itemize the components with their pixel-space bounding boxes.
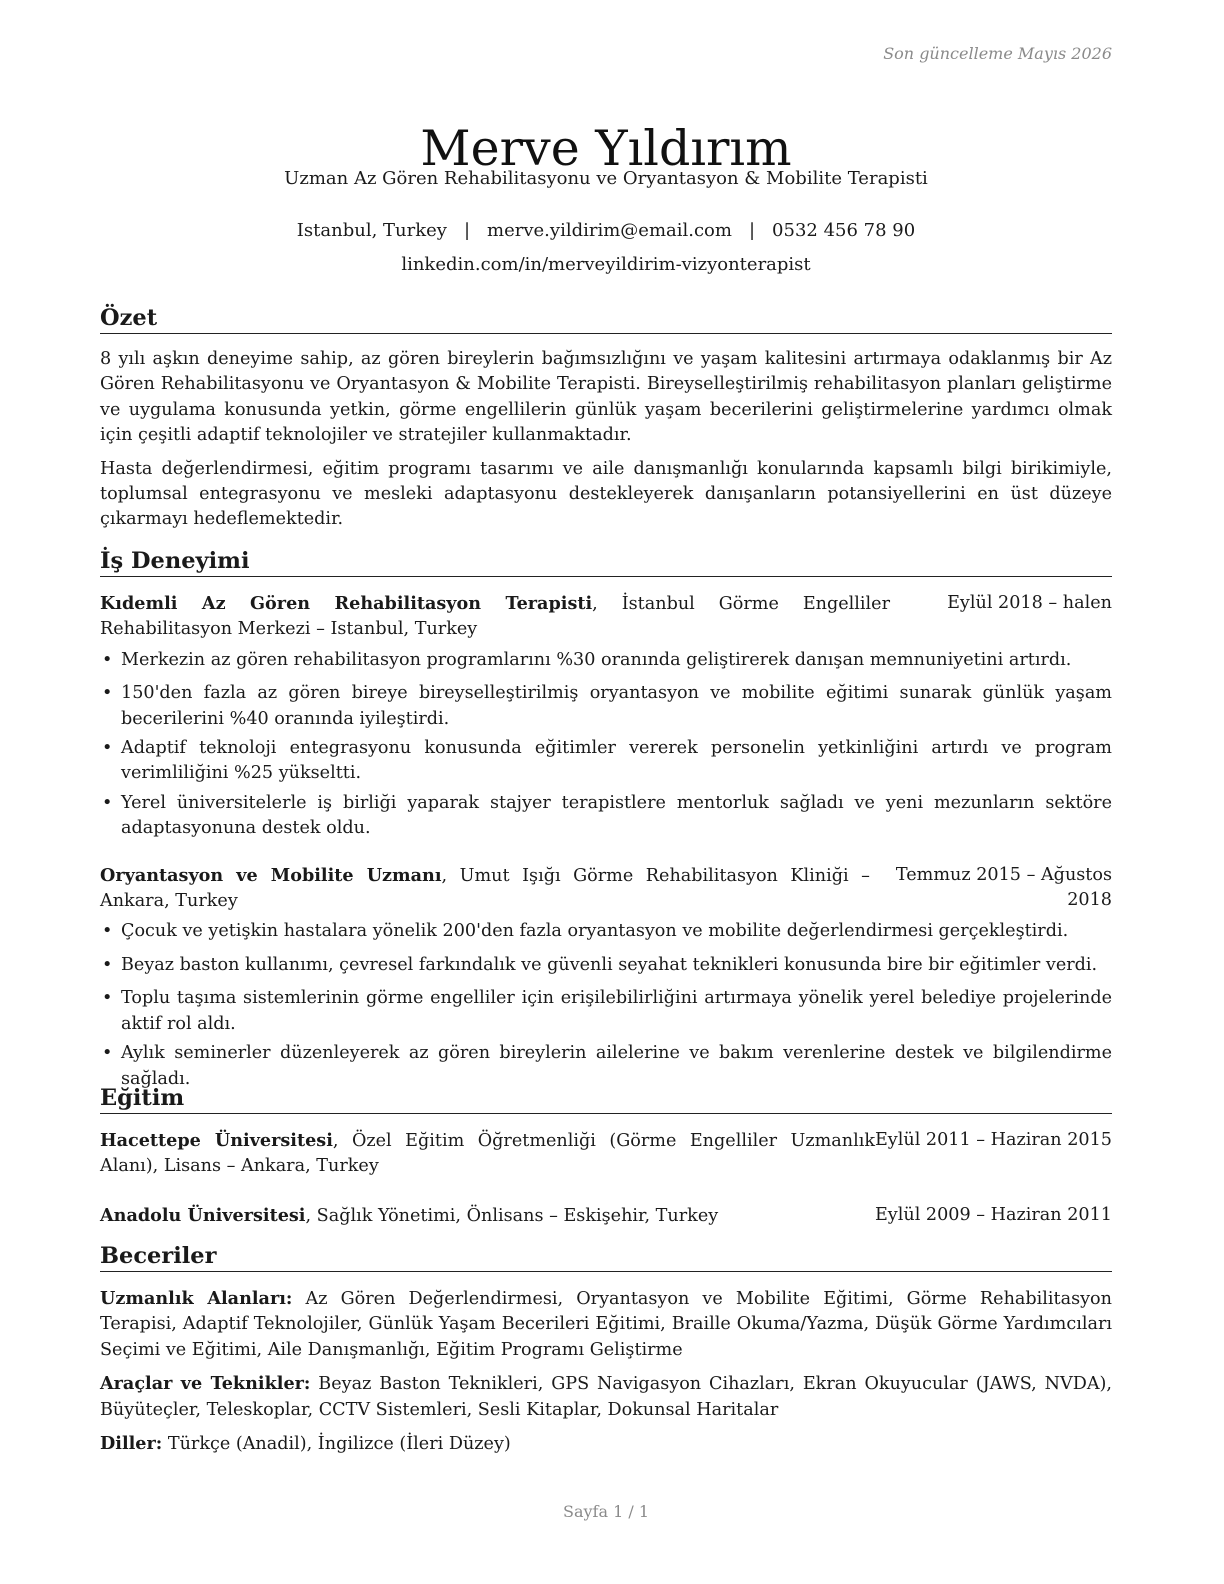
list-item: • 150'den fazla az gören bireye bireyselleştirilmiş oryantasyon ve mobilite eğitimi sunarak günlük yaşam becerilerini %40 oranında iyileştirdi. [102, 683, 1112, 729]
job-org: , Umut Işığı Görme Rehabilitasyon Kliniği – Ankara, Turkey [100, 865, 870, 912]
job-header [100, 591, 1112, 643]
school-name: Anadolu Üniversitesi [100, 1204, 306, 1226]
email-link[interactable]: merve.yildirim@email.com [487, 220, 732, 241]
skill-text: Az Gören Değerlendirmesi, Oryantasyon ve Mobilite Eğitimi, Görme Rehabilitasyon Terapisi, Adaptif Teknolojiler, Günlük Yaşam Becerileri Eğitimi, Braille Okuma/Yazma, Düşük Görme Yardımcıları Seçimi ve Eğitimi, Aile Danışmanlığı, Eğitim Programı Geliştirme [100, 1289, 1112, 1360]
bullet-icon: • [102, 1043, 113, 1064]
list-item: • Beyaz baston kullanımı, çevresel farkındalık ve güvenli seyahat teknikleri konusunda bire bir eğitimler verdi. [100, 953, 1112, 978]
skill-label: Araçlar ve Teknikler: [100, 1373, 311, 1395]
job-role-org [100, 591, 890, 643]
section-heading: İş Deneyimi [100, 547, 1112, 577]
job-bullets [100, 919, 1112, 1091]
list-item: • Yerel üniversitelerle iş birliği yaparak stajyer terapistlere mentorluk sağladı ve yeni mezunların sektöre adaptasyonuna destek oldu. [102, 792, 1112, 839]
experience-section [100, 547, 1112, 1092]
list-item: • Merkezin az gören rehabilitasyon programlarını %30 oranında geliştirerek danışan memnuniyetini artırdı. [100, 648, 1112, 673]
resume-page [100, 0, 1112, 1584]
job-date: Eylül 2018 – halen [947, 593, 1112, 613]
education-entry [100, 1203, 1112, 1229]
school-name: Hacettepe Üniversitesi [100, 1130, 333, 1151]
job-org: , İstanbul Görme Engelliler Rehabilitasyon Merkezi – Istanbul, Turkey [100, 594, 890, 640]
separator: | [463, 220, 471, 241]
skill-group [100, 1286, 1112, 1363]
section-heading: Eğitim [100, 1084, 1112, 1114]
linkedin-link[interactable]: linkedin.com/in/merveyildirim-vizyonterapist [401, 254, 811, 275]
skill-text: Beyaz Baston Teknikleri, GPS Navigasyon Cihazları, Ekran Okuyucular (JAWS, NVDA), Büyüteçler, Teleskoplar, CCTV Sistemleri, Sesli Kitaplar, Dokunsal Haritalar [100, 1374, 1112, 1420]
degree-detail: , Sağlık Yönetimi, Önlisans – Eskişehir, Turkey [305, 1205, 719, 1226]
skill-label: Diller: [100, 1433, 163, 1455]
list-item: • Toplu taşıma sistemlerinin görme engelliler için erişilebilirliğini artırmaya yönelik yerel belediye projelerinde aktif rol aldı. [102, 988, 1112, 1034]
bullet-icon: • [102, 921, 113, 942]
phone-number: 0532 456 78 90 [772, 220, 916, 241]
job-title: Uzman Az Gören Rehabilitasyonu ve Oryantasyon & Mobilite Terapisti [284, 168, 928, 189]
job-entry [100, 863, 1112, 1092]
summary-paragraph: 8 yılı aşkın deneyime sahip, az gören bireylerin bağımsızlığını ve yaşam kalitesini artırmaya odaklanmış bir Az Gören Rehabilitasyonu ve Oryantasyon & Mobilite Terapisti. Bireyselleştirilmiş rehabilitasyon planları geliştirme ve uygulama konusunda yetkin, görme engellilerin günlük yaşam becerilerini geliştirmelerine yardımcı olmak için çeşitli adaptif teknolojiler ve stratejiler kullanmaktadır. [100, 349, 1112, 446]
bullet-icon: • [102, 683, 113, 704]
education-date: Eylül 2009 – Haziran 2011 [874, 1204, 1112, 1225]
job-date: Temmuz 2015 – Ağustos 2018 [895, 864, 1112, 911]
summary-section [100, 304, 1112, 533]
bullet-icon: • [102, 792, 113, 813]
job-entry [100, 591, 1112, 842]
skill-group [100, 1431, 1112, 1457]
page-number: Sayfa 1 / 1 [562, 1502, 649, 1521]
education-school-detail [100, 1128, 875, 1180]
section-heading: Özet [100, 304, 1112, 334]
summary-paragraph: Hasta değerlendirmesi, eğitim programı tasarımı ve aile danışmanlığı konularında kapsamlı bilgi birikimiyle, toplumsal entegrasyonu ve mesleki adaptasyonu destekleyerek danışanların potansiyellerini en üst düzeye çıkarmayı hedeflemektedir. [100, 458, 1112, 530]
location: Istanbul, Turkey [296, 220, 447, 241]
section-heading: Beceriler [100, 1242, 1112, 1272]
list-item: • Adaptif teknoloji entegrasyonu konusunda eğitimler vererek personelin yetkinliğini artırdı ve program verimliliğini %25 yükseltti. [102, 738, 1112, 784]
skill-label: Uzmanlık Alanları: [100, 1288, 293, 1309]
education-section [100, 1084, 1112, 1229]
education-school-detail [100, 1203, 860, 1229]
list-item: • Aylık seminerler düzenleyerek az gören bireylerin ailelerine ve bakım verenlerine destek ve bilgilendirme sağladı. [102, 1043, 1112, 1089]
bullet-icon: • [102, 988, 113, 1009]
contact-line [100, 218, 1112, 244]
list-item: • Çocuk ve yetişkin hastalara yönelik 200'den fazla oryantasyon ve mobilite değerlendirmesi gerçekleştirdi. [100, 919, 1112, 944]
education-entry [100, 1128, 1112, 1180]
bullet-icon: • [102, 649, 113, 670]
last-updated: Son güncelleme Mayıs 2026 [883, 44, 1112, 63]
person-name: Merve Yıldırım [420, 119, 792, 177]
bullet-icon: • [102, 954, 113, 975]
skills-section [100, 1242, 1112, 1457]
job-role: Oryantasyon ve Mobilite Uzmanı [100, 864, 442, 886]
job-role-org [100, 863, 870, 915]
skill-group [100, 1371, 1112, 1423]
degree-detail: , Özel Eğitim Öğretmenliği (Görme Engelliler Uzmanlık Alanı), Lisans – Ankara, Turkey [100, 1131, 876, 1177]
skill-text: Türkçe (Anadil), İngilizce (İleri Düzey) [162, 1434, 511, 1455]
job-bullets [100, 648, 1112, 842]
bullet-icon: • [102, 738, 113, 759]
job-header [100, 863, 1112, 915]
education-date: Eylül 2011 – Haziran 2015 [874, 1130, 1112, 1150]
separator: | [748, 220, 756, 241]
job-role: Kıdemli Az Gören Rehabilitasyon Terapisti [100, 593, 593, 614]
